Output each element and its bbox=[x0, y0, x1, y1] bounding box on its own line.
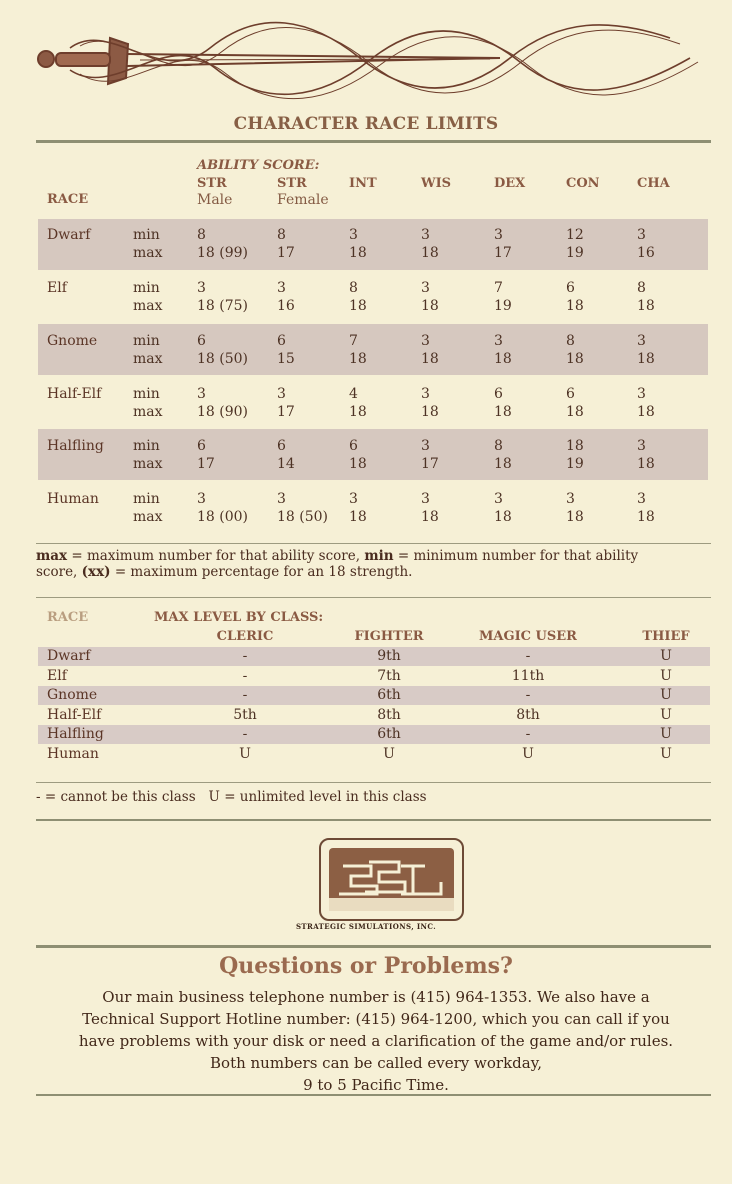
max-value: 18 bbox=[494, 404, 512, 420]
col-header-thief: THIEF bbox=[642, 629, 690, 644]
min-value: 3 bbox=[277, 280, 286, 296]
max-value: 19 bbox=[494, 298, 512, 314]
row-band-gnome bbox=[38, 324, 708, 375]
class-race-dwarf: Dwarf bbox=[47, 648, 91, 664]
min-value: 8 bbox=[494, 438, 503, 454]
class-level-value: 5th bbox=[233, 707, 257, 723]
page-title: CHARACTER RACE LIMITS bbox=[233, 114, 499, 134]
questions-divider bbox=[36, 945, 711, 948]
min-value: 3 bbox=[421, 227, 430, 243]
min-value: 3 bbox=[637, 491, 646, 507]
class-race-half-elf: Half-Elf bbox=[47, 707, 102, 723]
min-value: 4 bbox=[349, 386, 358, 402]
max-value: 18 bbox=[637, 456, 655, 472]
row-band-halfling bbox=[38, 429, 708, 480]
class-level-value: - bbox=[525, 687, 531, 703]
ssi-logo-glyph bbox=[329, 848, 454, 911]
min-value: 3 bbox=[421, 386, 430, 402]
max-value: 18 bbox=[566, 509, 584, 525]
min-value: 6 bbox=[566, 386, 575, 402]
class-race-header: RACE bbox=[47, 610, 89, 625]
class-level-value: U bbox=[383, 746, 395, 762]
min-value: 6 bbox=[349, 438, 358, 454]
max-label: max bbox=[133, 509, 163, 525]
ssi-logo bbox=[319, 838, 464, 921]
min-value: 6 bbox=[277, 333, 286, 349]
legend-xx-def: = maximum percentage for an 18 strength. bbox=[110, 564, 413, 580]
class-level-value: - bbox=[242, 668, 248, 684]
max-label: max bbox=[133, 245, 163, 261]
min-value: 3 bbox=[421, 333, 430, 349]
col-header-magic-user: MAGIC USER bbox=[479, 629, 577, 644]
class-level-value: 8th bbox=[377, 707, 401, 723]
class-level-value: U bbox=[239, 746, 251, 762]
class-level-value: - bbox=[525, 648, 531, 664]
questions-title: Questions or Problems? bbox=[219, 953, 513, 979]
class-level-value: 7th bbox=[377, 668, 401, 684]
max-value: 18 bbox=[349, 456, 367, 472]
max-value: 18 bbox=[637, 509, 655, 525]
questions-line: have problems with your disk or need a clarification of the game and/or rules. bbox=[78, 1032, 674, 1050]
min-value: 3 bbox=[637, 386, 646, 402]
max-value: 19 bbox=[566, 245, 584, 261]
questions-line: Our main business telephone number is (415) 964-1353. We also have a bbox=[102, 988, 650, 1006]
min-label: min bbox=[133, 333, 160, 349]
min-value: 3 bbox=[277, 386, 286, 402]
max-value: 14 bbox=[277, 456, 295, 472]
max-value: 17 bbox=[494, 245, 512, 261]
class-race-elf: Elf bbox=[47, 668, 67, 684]
sword-illustration bbox=[30, 18, 710, 100]
col-header-str-male: STR bbox=[197, 176, 227, 191]
col-header-cleric: CLERIC bbox=[216, 629, 274, 644]
min-value: 3 bbox=[197, 280, 206, 296]
class-race-gnome: Gnome bbox=[47, 687, 98, 703]
class-race-halfling: Halfling bbox=[47, 726, 104, 742]
min-value: 8 bbox=[637, 280, 646, 296]
class-table-divider bbox=[36, 782, 711, 783]
min-value: 8 bbox=[566, 333, 575, 349]
min-value: 3 bbox=[349, 227, 358, 243]
min-label: min bbox=[133, 280, 160, 296]
max-value: 18 bbox=[349, 404, 367, 420]
ability-table-divider bbox=[36, 543, 711, 544]
max-value: 18 bbox=[566, 298, 584, 314]
title-divider bbox=[36, 140, 711, 143]
class-level-value: 8th bbox=[516, 707, 540, 723]
class-level-value: 11th bbox=[511, 668, 545, 684]
legend-xx-term: (xx) bbox=[81, 564, 111, 580]
min-value: 3 bbox=[277, 491, 286, 507]
max-label: max bbox=[133, 456, 163, 472]
max-value: 18 bbox=[637, 298, 655, 314]
max-value: 18 (99) bbox=[197, 245, 249, 261]
min-value: 7 bbox=[349, 333, 358, 349]
class-level-value: 6th bbox=[377, 687, 401, 703]
max-value: 17 bbox=[277, 245, 295, 261]
race-name-half-elf: Half-Elf bbox=[47, 386, 102, 402]
class-level-value: U bbox=[660, 687, 672, 703]
max-value: 16 bbox=[277, 298, 295, 314]
col-header-wis: WIS bbox=[421, 176, 452, 191]
max-value: 17 bbox=[277, 404, 295, 420]
min-value: 3 bbox=[421, 438, 430, 454]
max-value: 18 bbox=[494, 456, 512, 472]
max-value: 18 bbox=[421, 404, 439, 420]
ability-score-label: ABILITY SCORE: bbox=[197, 158, 320, 173]
min-value: 3 bbox=[637, 438, 646, 454]
min-value: 3 bbox=[421, 280, 430, 296]
max-label: max bbox=[133, 351, 163, 367]
min-value: 8 bbox=[197, 227, 206, 243]
max-value: 18 bbox=[566, 404, 584, 420]
col-sub-male: Male bbox=[197, 192, 233, 208]
class-level-value: - bbox=[525, 726, 531, 742]
col-header-fighter: FIGHTER bbox=[354, 629, 424, 644]
max-value: 18 bbox=[349, 509, 367, 525]
max-value: 18 (00) bbox=[197, 509, 249, 525]
questions-body bbox=[40, 986, 712, 1096]
min-value: 3 bbox=[349, 491, 358, 507]
max-value: 18 bbox=[637, 351, 655, 367]
col-header-cha: CHA bbox=[637, 176, 670, 191]
min-value: 12 bbox=[566, 227, 584, 243]
min-value: 7 bbox=[494, 280, 503, 296]
race-name-human: Human bbox=[47, 491, 99, 507]
class-legend: - = cannot be this class U = unlimited level in this class bbox=[36, 789, 427, 805]
max-value: 15 bbox=[277, 351, 295, 367]
min-value: 3 bbox=[566, 491, 575, 507]
max-value: 16 bbox=[637, 245, 655, 261]
class-level-value: U bbox=[660, 726, 672, 742]
class-level-value: - bbox=[242, 648, 248, 664]
legend-divider bbox=[36, 597, 711, 598]
class-level-value: U bbox=[660, 668, 672, 684]
legend-max-def: = maximum number for that ability score, bbox=[67, 548, 365, 564]
max-value: 18 bbox=[566, 351, 584, 367]
legend-max-term: max bbox=[36, 548, 68, 564]
legend2-divider bbox=[36, 819, 711, 821]
questions-line: Technical Support Hotline number: (415) 964-1200, which you can call if you bbox=[82, 1010, 670, 1028]
race-name-elf: Elf bbox=[47, 280, 67, 296]
class-race-human: Human bbox=[47, 746, 99, 762]
class-level-value: U bbox=[660, 707, 672, 723]
max-value: 18 bbox=[349, 351, 367, 367]
class-level-value: U bbox=[522, 746, 534, 762]
min-value: 3 bbox=[197, 386, 206, 402]
max-value: 18 bbox=[421, 509, 439, 525]
min-value: 8 bbox=[349, 280, 358, 296]
min-value: 3 bbox=[421, 491, 430, 507]
min-value: 3 bbox=[637, 333, 646, 349]
min-label: min bbox=[133, 227, 160, 243]
questions-line: Both numbers can be called every workday, bbox=[210, 1054, 542, 1072]
max-value: 19 bbox=[566, 456, 584, 472]
col-header-dex: DEX bbox=[494, 176, 526, 191]
legend-line2-pre: score, bbox=[36, 564, 82, 580]
max-value: 18 bbox=[494, 351, 512, 367]
class-level-value: U bbox=[660, 648, 672, 664]
min-value: 3 bbox=[197, 491, 206, 507]
min-value: 18 bbox=[566, 438, 584, 454]
col-header-con: CON bbox=[566, 176, 600, 191]
min-value: 6 bbox=[566, 280, 575, 296]
max-label: max bbox=[133, 404, 163, 420]
max-value: 18 bbox=[421, 298, 439, 314]
race-name-gnome: Gnome bbox=[47, 333, 98, 349]
max-value: 18 bbox=[349, 245, 367, 261]
min-value: 3 bbox=[637, 227, 646, 243]
min-value: 3 bbox=[494, 333, 503, 349]
race-name-dwarf: Dwarf bbox=[47, 227, 91, 243]
max-value: 18 bbox=[349, 298, 367, 314]
max-value: 17 bbox=[421, 456, 439, 472]
company-name: STRATEGIC SIMULATIONS, INC. bbox=[295, 922, 437, 931]
max-value: 18 bbox=[637, 404, 655, 420]
max-value: 17 bbox=[197, 456, 215, 472]
min-value: 3 bbox=[494, 227, 503, 243]
col-header-str-female: STR bbox=[277, 176, 307, 191]
class-level-value: - bbox=[242, 726, 248, 742]
ssi-logo-mark bbox=[329, 848, 454, 911]
min-value: 6 bbox=[197, 333, 206, 349]
max-value: 18 (50) bbox=[197, 351, 249, 367]
min-value: 6 bbox=[494, 386, 503, 402]
min-label: min bbox=[133, 491, 160, 507]
max-value: 18 (75) bbox=[197, 298, 249, 314]
max-label: max bbox=[133, 298, 163, 314]
col-sub-female: Female bbox=[277, 192, 329, 208]
max-level-label: MAX LEVEL BY CLASS: bbox=[154, 610, 324, 625]
bottom-divider bbox=[36, 1094, 711, 1096]
min-value: 6 bbox=[197, 438, 206, 454]
max-value: 18 (90) bbox=[197, 404, 249, 420]
max-value: 18 (50) bbox=[277, 509, 329, 525]
min-value: 3 bbox=[494, 491, 503, 507]
col-header-int: INT bbox=[349, 176, 377, 191]
min-value: 8 bbox=[277, 227, 286, 243]
max-value: 18 bbox=[421, 245, 439, 261]
max-value: 18 bbox=[421, 351, 439, 367]
class-level-value: U bbox=[660, 746, 672, 762]
class-level-value: - bbox=[242, 687, 248, 703]
class-level-value: 6th bbox=[377, 726, 401, 742]
race-name-halfling: Halfling bbox=[47, 438, 104, 454]
min-value: 6 bbox=[277, 438, 286, 454]
race-header: RACE bbox=[47, 192, 89, 207]
questions-line: 9 to 5 Pacific Time. bbox=[303, 1076, 449, 1094]
class-level-value: 9th bbox=[377, 648, 401, 664]
legend-min-def: = minimum number for that ability bbox=[393, 548, 639, 564]
legend-min-term: min bbox=[364, 548, 394, 564]
ability-legend bbox=[36, 548, 716, 580]
max-value: 18 bbox=[494, 509, 512, 525]
min-label: min bbox=[133, 438, 160, 454]
min-label: min bbox=[133, 386, 160, 402]
